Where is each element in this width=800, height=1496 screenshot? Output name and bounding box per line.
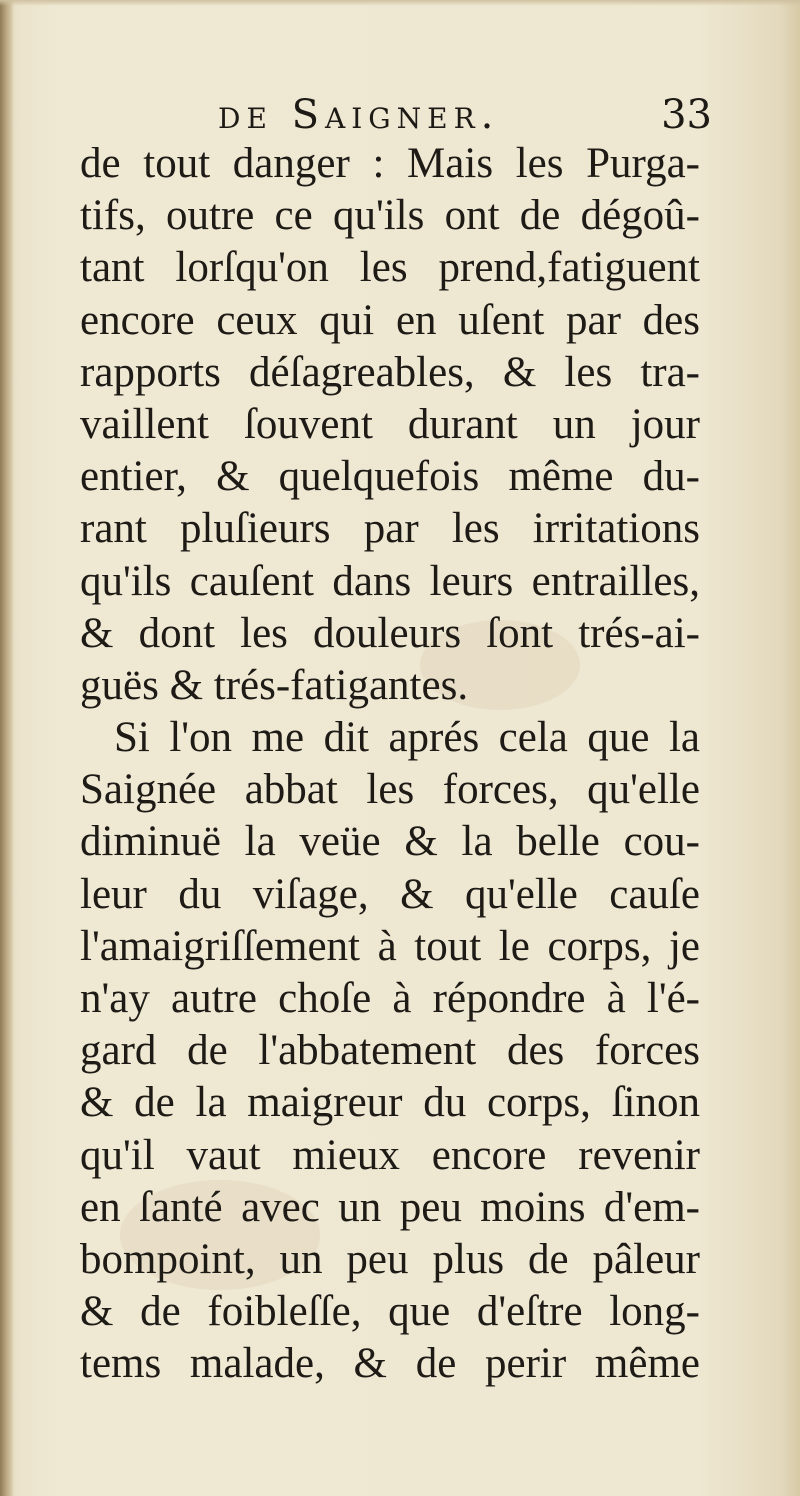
text-line: tant lorſqu'on les prend,fatiguent	[80, 244, 700, 292]
text-line: Si l'on me dit aprés cela que la	[114, 714, 700, 762]
text-line: vaillent ſouvent durant un jour	[80, 400, 700, 448]
running-title: de Saigner.	[218, 92, 500, 138]
text-line: rant pluſieurs par les irritations	[80, 505, 700, 553]
body-text	[80, 138, 700, 1391]
text-line: & dont les douleurs ſont trés-ai-	[80, 609, 700, 657]
text-line: encore ceux qui en uſent par des	[80, 296, 700, 344]
text-line: qu'il vaut mieux encore revenir	[80, 1131, 700, 1179]
text-line: Saignée abbat les forces, qu'elle	[80, 766, 700, 814]
text-line: bompoint, un peu plus de pâleur	[80, 1235, 700, 1283]
text-line: tems malade, & de perir même	[80, 1340, 700, 1388]
text-line: guës & trés-fatigantes.	[80, 661, 469, 709]
text-line: leur du viſage, & qu'elle cauſe	[80, 870, 700, 918]
page-number: 33	[661, 92, 712, 138]
text-line: diminuë la veüe & la belle cou-	[80, 818, 700, 866]
text-line: l'amaigriſſement à tout le corps, je	[80, 922, 700, 970]
text-line: gard de l'abbatement des forces	[80, 1027, 700, 1075]
text-line: rapports déſagreables, & les tra-	[80, 348, 700, 396]
page-top-edge	[0, 0, 800, 6]
text-line: de tout danger : Mais les Purga-	[80, 140, 700, 187]
text-line: tifs, outre ce qu'ils ont de dégoû-	[80, 192, 700, 240]
text-line: qu'ils cauſent dans leurs entrailles,	[80, 557, 700, 605]
text-line: n'ay autre choſe à répondre à l'é-	[80, 975, 700, 1022]
text-line: & de foibleſſe, que d'eſtre long-	[80, 1288, 700, 1336]
text-line: & de la maigreur du corps, ſinon	[80, 1079, 700, 1127]
page-binding-edge	[0, 0, 14, 1496]
text-line: en ſanté avec un peu moins d'em-	[80, 1183, 700, 1231]
text-line: entier, & quelquefois même du-	[80, 453, 700, 501]
